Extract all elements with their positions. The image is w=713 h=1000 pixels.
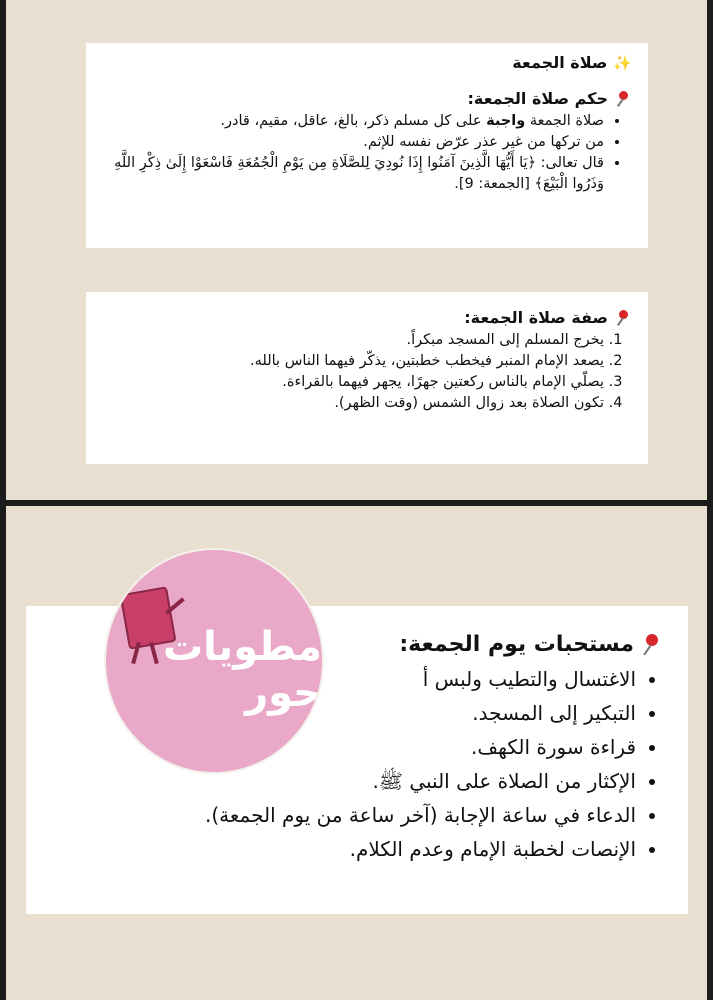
watermark-logo [104,548,324,774]
card-title-text: صلاة الجمعة [512,53,608,72]
description-list [102,330,632,414]
card-title [102,51,632,75]
ruling-list [102,111,632,195]
list-item: 3. يصلّي الإمام بالناس ركعتين جهرًا، يجهر فيهما بالقراءة. [102,372,604,393]
list-item: 2. يصعد الإمام المنبر فيخطب خطبتين، يذكّر فيهما الناس بالله. [102,351,604,372]
section-heading [102,306,632,330]
pushpin-icon [614,90,632,108]
section-heading-text: مستحبات يوم الجمعة: [399,632,634,657]
section-heading-text: حكم صلاة الجمعة: [467,89,608,108]
section-heading [102,87,632,111]
list-item: • قراءة سورة الكهف. [50,730,636,764]
watermark-text: حور [245,670,322,716]
sparkles-icon: ✨ [613,54,632,72]
friday-prayer-description-card [86,292,648,464]
list-item: • التبكير إلى المسجد. [50,696,636,730]
list-item: • الإكثار من الصلاة على النبي ﷺ. [50,764,636,798]
friday-prayer-ruling-card [86,43,648,248]
list-item: 4. تكون الصلاة بعد زوال الشمس (وقت الظهر). [102,393,604,414]
list-item: • قال تعالى: ﴿يَا أَيُّهَا الَّذِينَ آمَنُوا إِذَا نُودِيَ لِلصَّلَاةِ مِن يَوْمِ الْجُمُعَةِ فَاسْعَوْا إِلَىٰ ذِكْرِ اللَّهِ وَذَرُوا الْبَيْعَ﴾ [الجمعة: 9]. [102,153,604,195]
pushpin-icon [640,633,664,657]
list-item: • من تركها من غير عذر عرّض نفسه للإثم. [102,132,604,153]
list-item: • الدعاء في ساعة الإجابة (آخر ساعة من يوم الجمعة). [50,798,636,832]
watermark-text: مطويات [162,624,322,670]
list-item: • صلاة الجمعة واجبة على كل مسلم ذكر، بالغ، عاقل، مقيم، قادر. [102,111,604,132]
list-item: • الإنصات لخطبة الإمام وعدم الكلام. [50,832,636,866]
list-item: 1. يخرج المسلم إلى المسجد مبكراً. [102,330,604,351]
section-heading-text: صفة صلاة الجمعة: [464,308,608,327]
list-item: • الاغتسال والتطيب ولبس أ [50,662,636,696]
pushpin-icon [614,309,632,327]
